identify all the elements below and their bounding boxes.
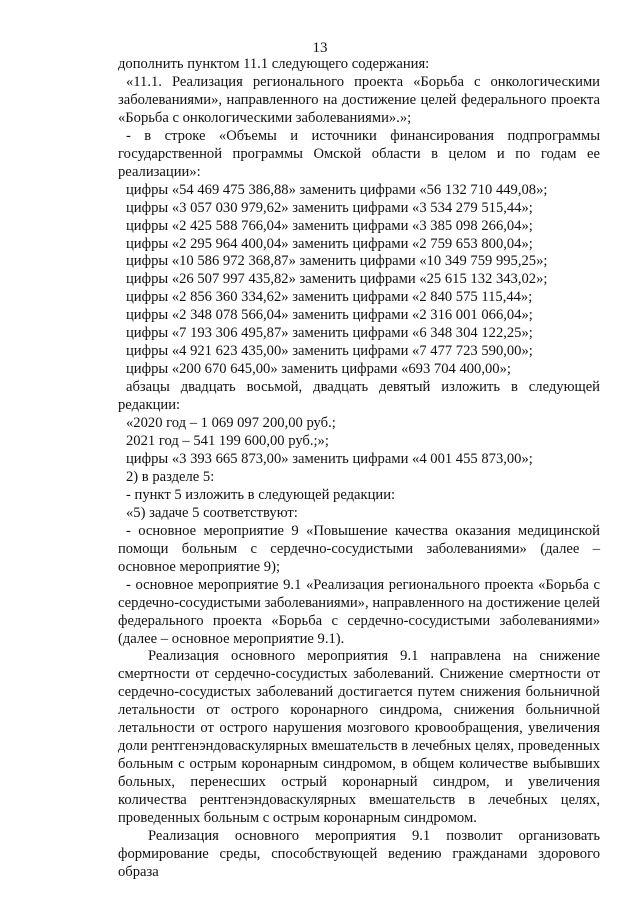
document-body (118, 56, 600, 882)
paragraph: абзацы двадцать восьмой, двадцать девятый изложить в следующей редакции: (118, 379, 600, 414)
paragraph: дополнить пунктом 11.1 следующего содержания: (118, 56, 430, 72)
list-item: «5) задаче 5 соответствуют: (126, 504, 298, 521)
paragraph: - основное мероприятие 9.1 «Реализация регионального проекта «Борьба с сердечно-сосудистыми заболеваниями», направленного на достижение целей федерального проекта «Борьба с сердечно-сосудистыми заболеваниями» (далее – основное мероприятие 9.1). (118, 576, 600, 647)
list-item: цифры «2 425 588 766,04» заменить цифрами «3 385 098 266,04»; (126, 217, 533, 234)
page-number: 13 (312, 40, 328, 56)
paragraph: Реализация основного мероприятия 9.1 направлена на снижение смертности от сердечно-сосудистых заболеваний. Снижение смертности от сердечно-сосудистых заболеваний достигается путем снижения больничной летальности от острого коронарного синдрома, снижения больничной летальности от острого нарушения мозгового кровообращения, увеличения доли рентгенэндоваскулярных вмешательств в лечебных целях, проведенных больным с острым коронарным синдромом, в общем количестве выбывших больных, перенесших острый коронарный синдром, и увеличения количества рентгенэндоваскулярных вмешательств в лечебных целях, проведенных больным с острым коронарным синдромом. (118, 648, 600, 827)
list-item: цифры «54 469 475 386,88» заменить цифрами «56 132 710 449,08»; (126, 181, 548, 198)
paragraph: - основное мероприятие 9 «Повышение качества оказания медицинской помощи больным с сердечно-сосудистыми заболеваниями» (далее – основное мероприятие 9); (118, 522, 600, 575)
list-item: 2021 год – 541 199 600,00 руб.;»; (126, 433, 329, 450)
list-item: цифры «10 586 972 368,87» заменить цифрами «10 349 759 995,25»; (126, 253, 548, 270)
list-item: цифры «2 348 078 566,04» заменить цифрами «2 316 001 066,04»; (126, 307, 533, 324)
list-item: - пункт 5 изложить в следующей редакции: (126, 486, 396, 503)
paragraph: - в строке «Объемы и источники финансирования подпрограммы государственной программы Омской области в целом и по годам ее реализации»: (118, 127, 600, 180)
list-item: «2020 год – 1 069 097 200,00 руб.; (126, 415, 336, 432)
list-item: цифры «3 057 030 979,62» заменить цифрами «3 534 279 515,44»; (126, 199, 533, 216)
list-item: цифры «4 921 623 435,00» заменить цифрами «7 477 723 590,00»; (126, 343, 533, 360)
list-item: 2) в разделе 5: (126, 468, 215, 485)
list-item: цифры «200 670 645,00» заменить цифрами «693 704 400,00»; (126, 361, 511, 378)
list-item: цифры «2 856 360 334,62» заменить цифрами «2 840 575 115,44»; (126, 289, 533, 306)
list-item: цифры «2 295 964 400,04» заменить цифрами «2 759 653 800,04»; (126, 235, 533, 252)
paragraph: Реализация основного мероприятия 9.1 позволит организовать формирование среды, способствующей ведению гражданами здорового образа (118, 827, 600, 880)
list-item: цифры «7 193 306 495,87» заменить цифрами «6 348 304 122,25»; (126, 325, 533, 342)
list-item: цифры «26 507 997 435,82» заменить цифрами «25 615 132 343,02»; (126, 271, 548, 288)
paragraph: «11.1. Реализация регионального проекта «Борьба с онкологическими заболеваниями», направленного на достижение целей федерального проекта «Борьба с онкологическими заболеваниями».»; (118, 73, 600, 126)
list-item: цифры «3 393 665 873,00» заменить цифрами «4 001 455 873,00»; (126, 450, 533, 467)
